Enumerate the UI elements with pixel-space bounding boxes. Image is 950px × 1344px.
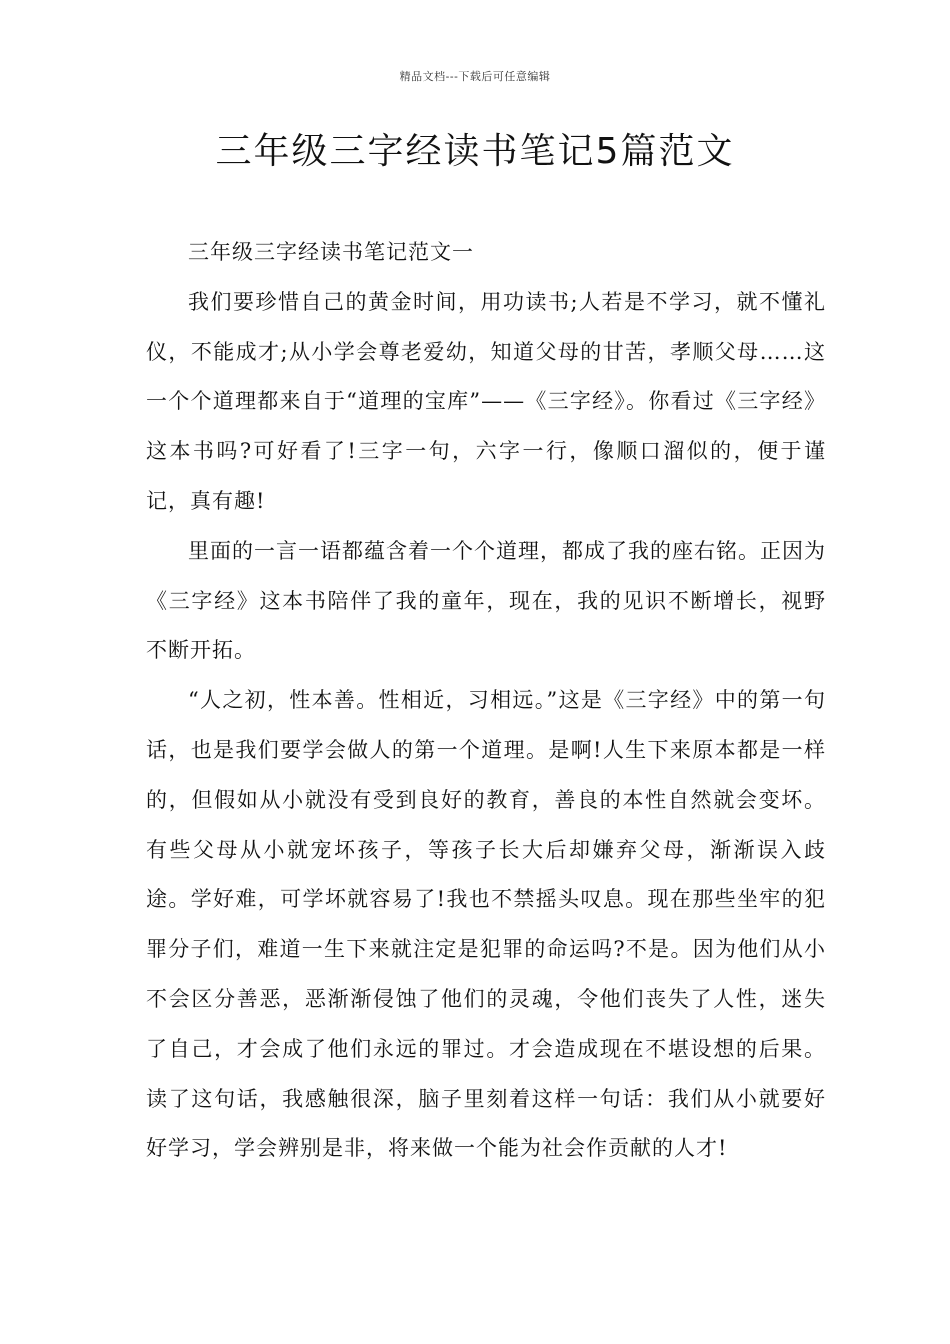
paragraph: 我们要珍惜自己的黄金时间，用功读书;人若是不学习，就不懂礼仪，不能成才;从小学会尊老爱幼，知道父母的甘苦，孝顺父母……这一个个道理都来自于“道理的宝库”——《三字经》。你看过《三字经》这本书吗?可好看了!三字一句，六字一行，像顺口溜似的，便于谨记，真有趣!: [146, 289, 826, 513]
paragraph: “人之初，性本善。性相近，习相远。”这是《三字经》中的第一句话，也是我们要学会做人的第一个道理。是啊!人生下来原本都是一样的，但假如从小就没有受到良好的教育，善良的本性自然就会变坏。有些父母从小就宠坏孩子，等孩子长大后却嫌弃父母，渐渐误入歧途。学好难，可学坏就容易了!我也不禁摇头叹息。现在那些坐牢的犯罪分子们，难道一生下来就注定是犯罪的命运吗?不是。因为他们从小不会区分善恶，恶渐渐侵蚀了他们的灵魂，令他们丧失了人性，迷失了自己，才会成了他们永远的罪过。才会造成现在不堪设想的后果。读了这句话，我感触很深，脑子里刻着这样一句话：我们从小就要好好学习，学会辨别是非，将来做一个能为社会作贡献的人才!: [146, 688, 826, 1161]
paragraph: 里面的一言一语都蕴含着一个个道理，都成了我的座右铭。正因为《三字经》这本书陪伴了我的童年，现在，我的见识不断增长，视野不断开拓。: [146, 538, 826, 663]
page-header: 精品文档---下载后可任意编辑: [399, 70, 551, 83]
document-body: [146, 228, 826, 1174]
section-heading: 三年级三字经读书笔记范文一: [188, 240, 474, 264]
document-title: 三年级三字经读书笔记5篇范文: [215, 131, 735, 172]
